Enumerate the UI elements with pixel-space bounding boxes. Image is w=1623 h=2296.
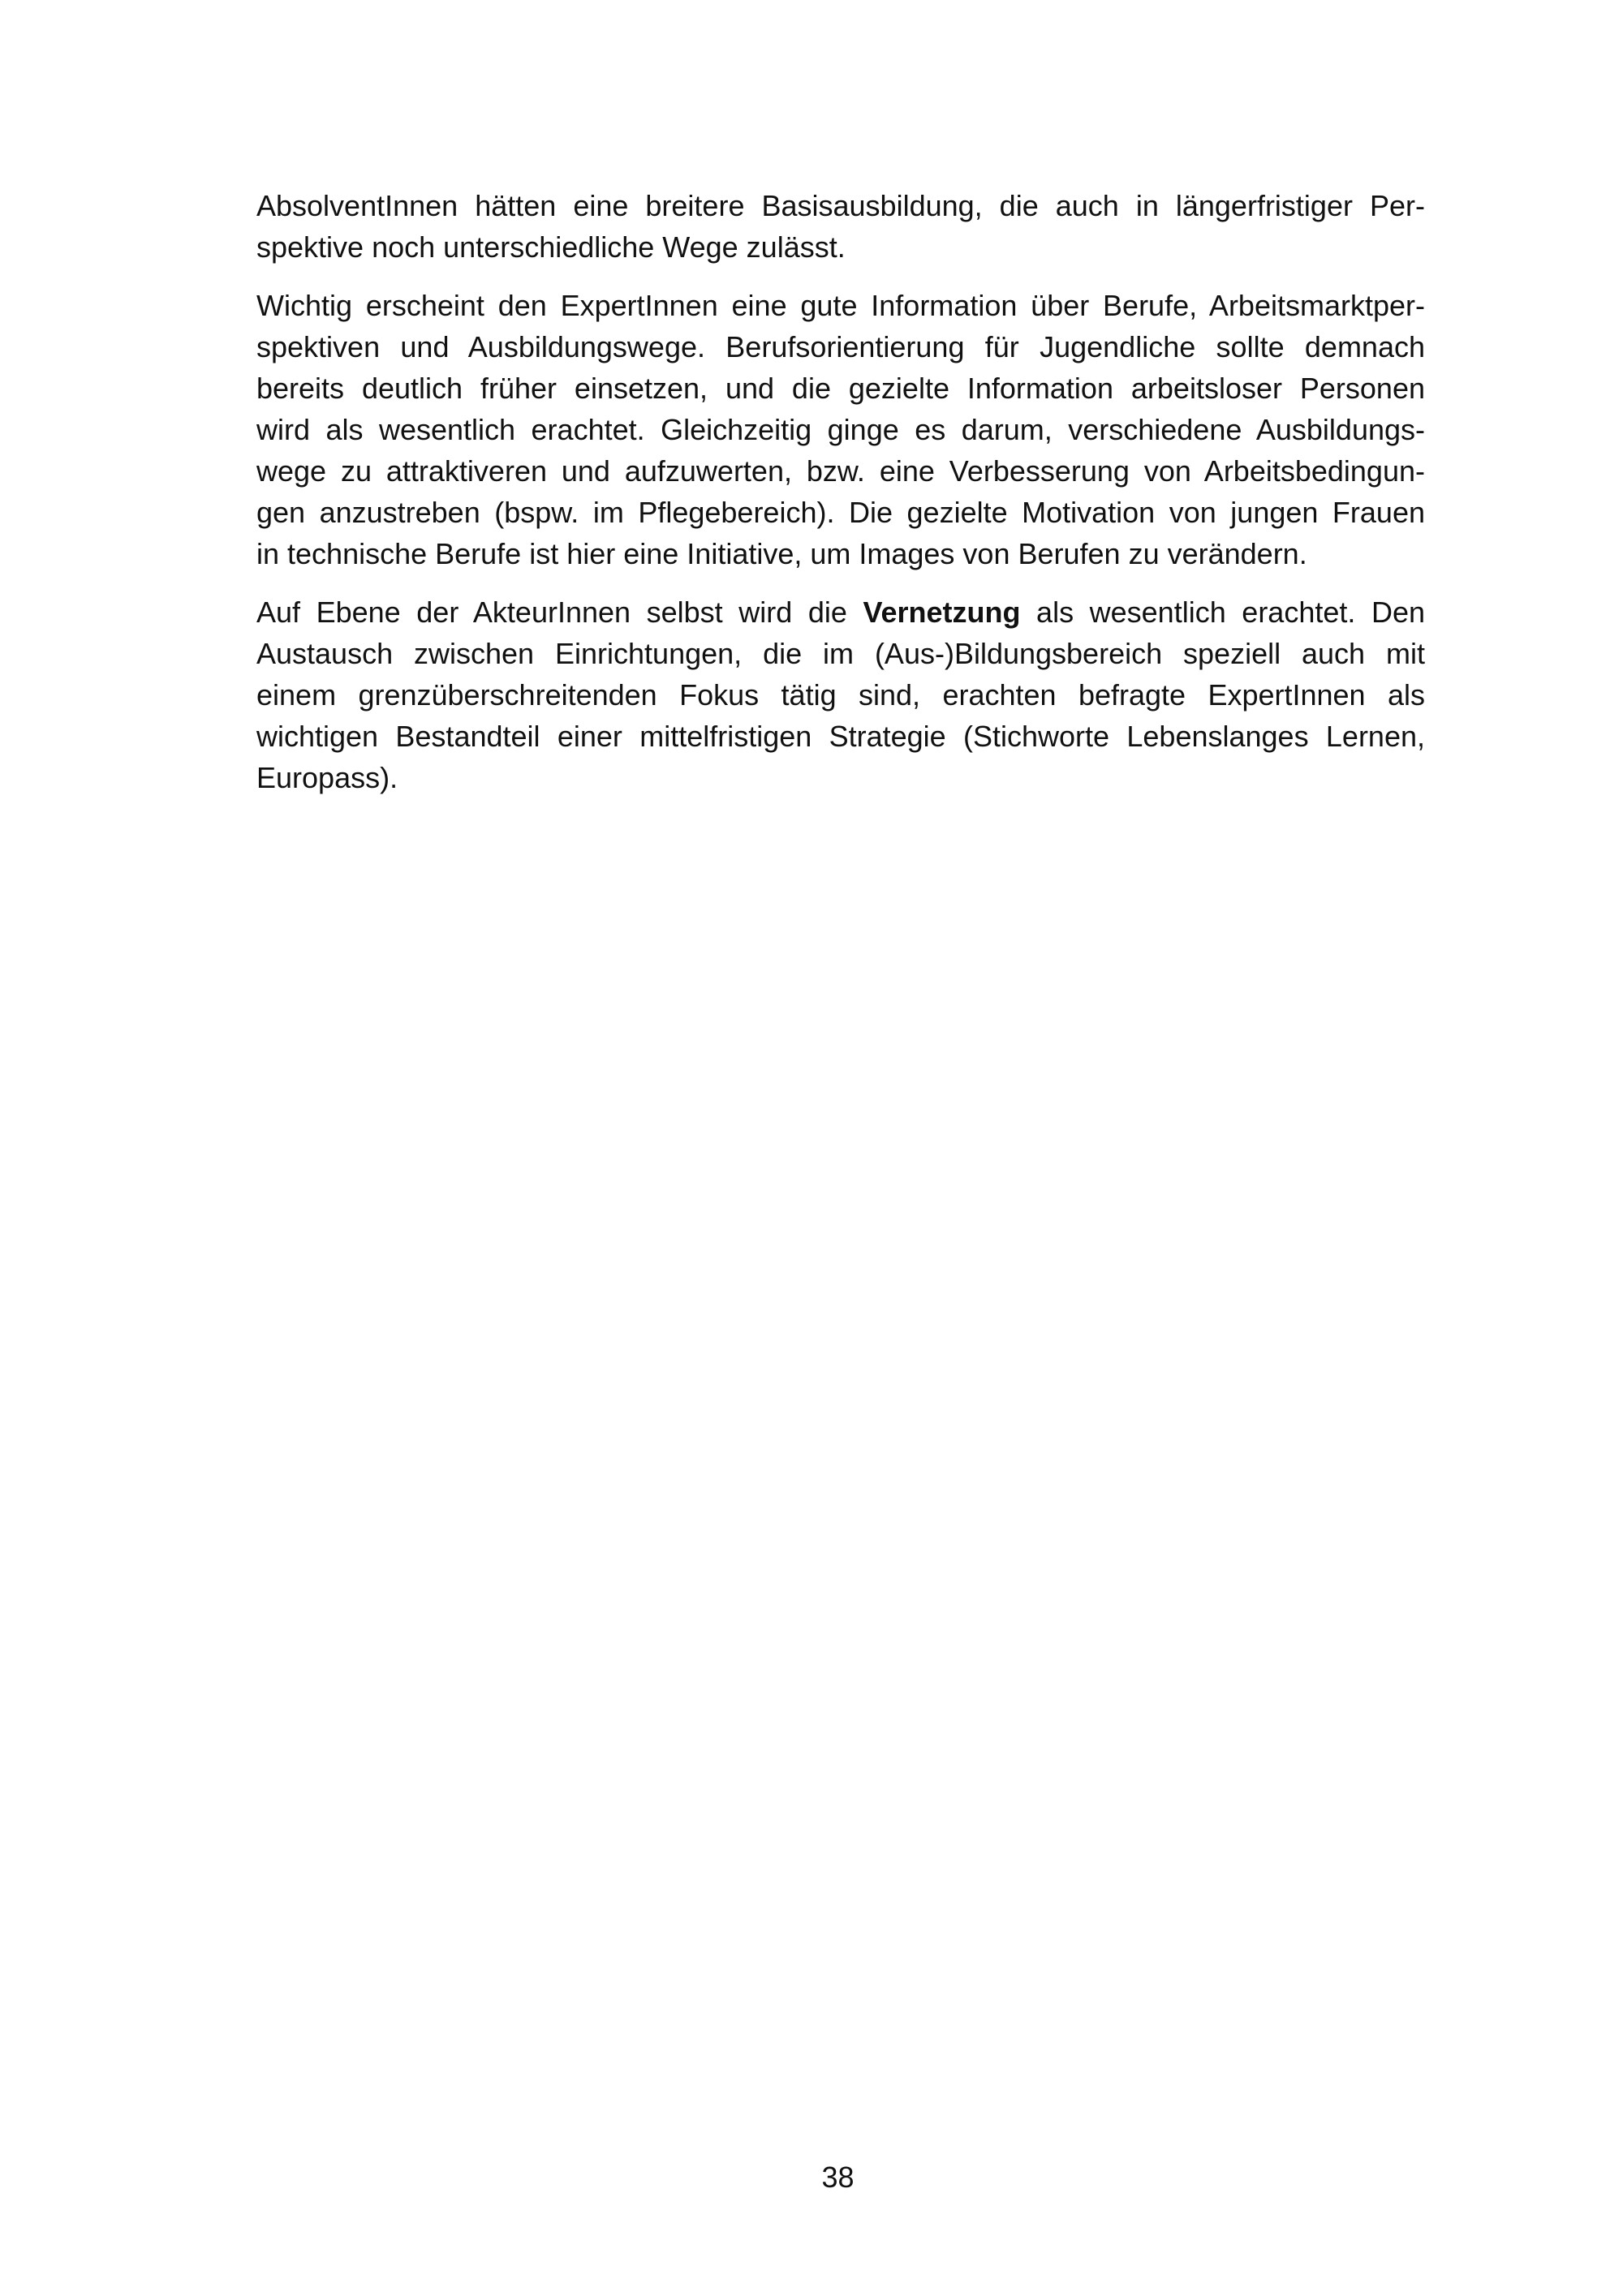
text-line: gen anzustreben (bspw. im Pflegebereich). Die gezielte Motivation von jungen Frauen — [256, 496, 1425, 529]
text-line: Wichtig erscheint den ExpertInnen eine gute Information über Berufe, Arbeitsmarktper- — [256, 289, 1425, 322]
page-number: 38 — [821, 2161, 855, 2194]
text-line: AbsolventInnen hätten eine breitere Basisausbildung, die auch in längerfristiger Per- — [256, 189, 1425, 222]
text-line: spektive noch unterschiedliche Wege zulässt. — [256, 230, 846, 264]
text-line: Europass). — [256, 761, 398, 794]
text-line: in technische Berufe ist hier eine Initiative, um Images von Berufen zu verändern. — [256, 537, 1307, 570]
text-line: wird als wesentlich erachtet. Gleichzeitig ginge es darum, verschiedene Ausbildungs- — [256, 413, 1425, 446]
text-line: wege zu attraktiveren und aufzuwerten, bzw. eine Verbesserung von Arbeitsbedingun- — [256, 454, 1425, 488]
bold-term: Vernetzung — [863, 595, 1021, 629]
text-line: einem grenzüberschreitenden Fokus tätig sind, erachten befragte ExpertInnen als — [256, 678, 1425, 712]
text-line — [256, 591, 1425, 633]
paragraph-3 — [256, 591, 1425, 798]
text-line: bereits deutlich früher einsetzen, und die gezielte Information arbeitsloser Personen — [256, 372, 1425, 405]
text-line: spektiven und Ausbildungswege. Berufsorientierung für Jugendliche sollte demnach — [256, 330, 1425, 363]
paragraph-2 — [256, 285, 1425, 574]
text-line: wichtigen Bestandteil einer mittelfristigen Strategie (Stichworte Lebenslanges Lernen, — [256, 720, 1425, 753]
paragraph-1 — [256, 185, 1425, 268]
text-run: als wesentlich erachtet. Den — [1020, 595, 1425, 629]
body-text — [256, 185, 1425, 815]
text-run: Auf Ebene der AkteurInnen selbst wird die — [256, 595, 863, 629]
text-line: Austausch zwischen Einrichtungen, die im (Aus-)Bildungsbereich speziell auch mit — [256, 637, 1425, 670]
